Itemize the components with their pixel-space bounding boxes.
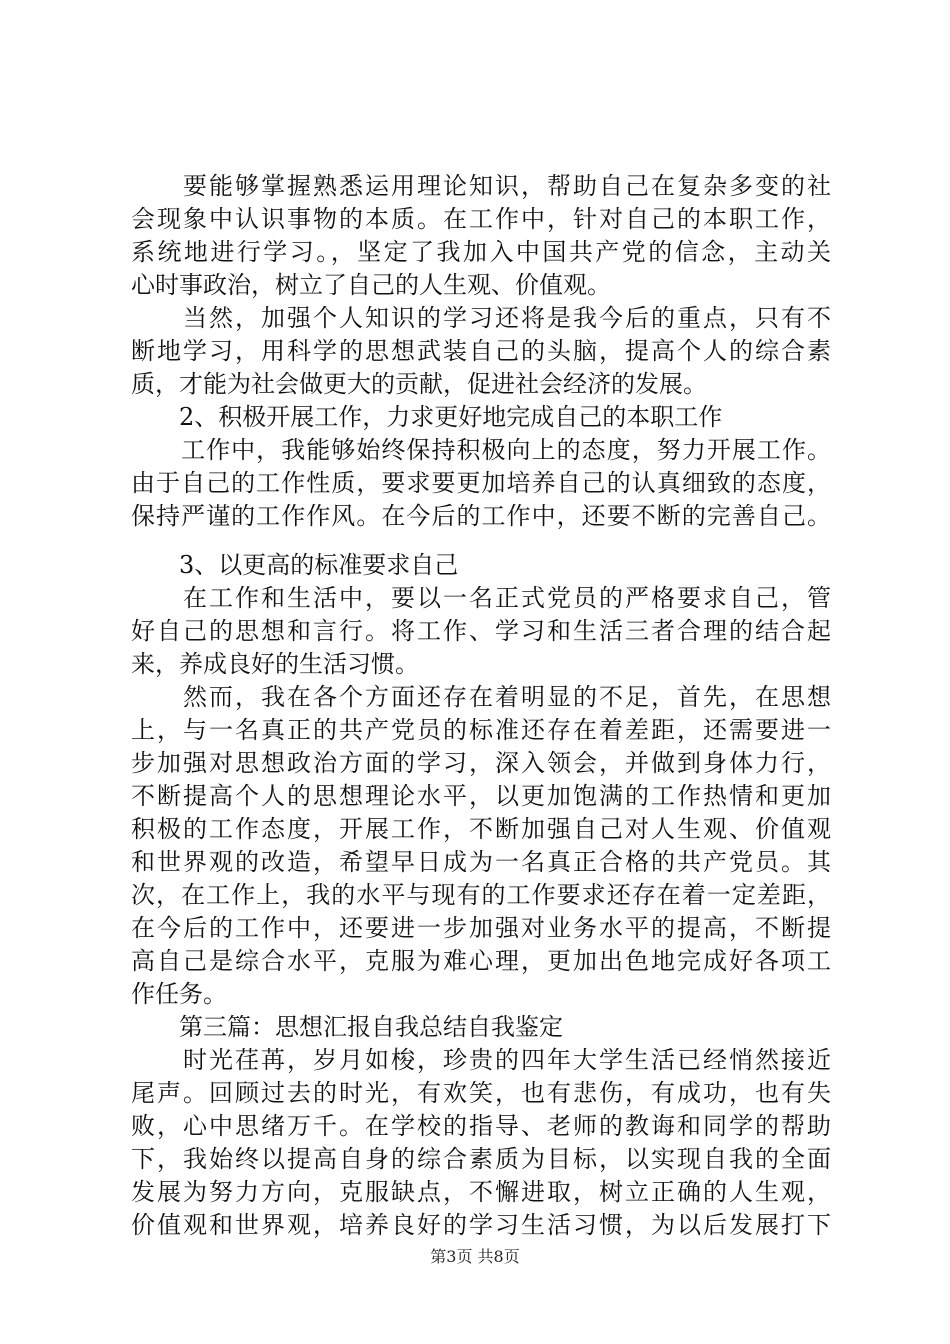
text-line: 工作中，我能够始终保持积极向上的态度，努力开展工作。 [131,436,831,464]
text-line: 作任务。 [131,980,227,1008]
text-line: 会现象中认识事物的本质。在工作中，针对自己的本职工作， [131,205,831,233]
text-line: 系统地进行学习。，坚定了我加入中国共产党的信念，主动关 [131,238,831,266]
text-line: 时光荏苒，岁月如梭，珍贵的四年大学生活已经悄然接近 [131,1046,831,1074]
text-line: 积极的工作态度，开展工作，不断加强自己对人生观、价值观 [131,815,831,843]
text-line: 好自己的思想和言行。将工作、学习和生活三者合理的结合起 [131,617,831,645]
text-line: 心时事政治，树立了自己的人生观、价值观。 [131,271,611,299]
text-line: 尾声。回顾过去的时光，有欢笑，也有悲伤，有成功，也有失 [131,1079,831,1107]
text-line: 然而，我在各个方面还存在着明显的不足，首先，在思想 [131,683,831,711]
text-line: 由于自己的工作性质，要求要更加培养自己的认真细致的态度， [131,469,831,497]
text-line: 价值观和世界观，培养良好的学习生活习惯，为以后发展打下 [131,1211,831,1239]
text-line: 断地学习，用科学的思想武装自己的头脑，提高个人的综合素 [131,337,831,365]
text-line: 保持严谨的工作作风。在今后的工作中，还要不断的完善自己。 [131,502,831,530]
section-heading: 3、以更高的标准要求自己 [131,551,459,579]
text-line: 在工作和生活中，要以一名正式党员的严格要求自己，管 [131,584,831,612]
page-footer: 第3页 共8页 [430,1247,520,1266]
text-line: 要能够掌握熟悉运用理论知识，帮助自己在复杂多变的社 [131,172,831,200]
text-line: 来，养成良好的生活习惯。 [131,650,419,678]
text-line: 发展为努力方向，克服缺点，不懈进取，树立正确的人生观， [131,1178,831,1206]
text-line: 当然，加强个人知识的学习还将是我今后的重点，只有不 [131,304,831,332]
text-line: 上，与一名真正的共产党员的标准还存在着差距，还需要进一 [131,716,831,744]
text-line: 次，在工作上，我的水平与现有的工作要求还存在着一定差距， [131,881,831,909]
text-line: 质，才能为社会做更大的贡献，促进社会经济的发展。 [131,370,707,398]
section-heading: 第三篇：思想汇报自我总结自我鉴定 [131,1013,563,1041]
text-line: 步加强对思想政治方面的学习，深入领会，并做到身体力行， [131,749,831,777]
text-line: 败，心中思绪万千。在学校的指导、老师的教诲和同学的帮助 [131,1112,831,1140]
text-line: 和世界观的改造，希望早日成为一名真正合格的共产党员。其 [131,848,831,876]
section-heading: 2、积极开展工作，力求更好地完成自己的本职工作 [131,403,723,431]
text-line: 下，我始终以提高自身的综合素质为目标，以实现自我的全面 [131,1145,831,1173]
text-line: 不断提高个人的思想理论水平，以更加饱满的工作热情和更加 [131,782,831,810]
text-line: 在今后的工作中，还要进一步加强对业务水平的提高，不断提 [131,914,831,942]
text-line: 高自己是综合水平，克服为难心理，更加出色地完成好各项工 [131,947,831,975]
